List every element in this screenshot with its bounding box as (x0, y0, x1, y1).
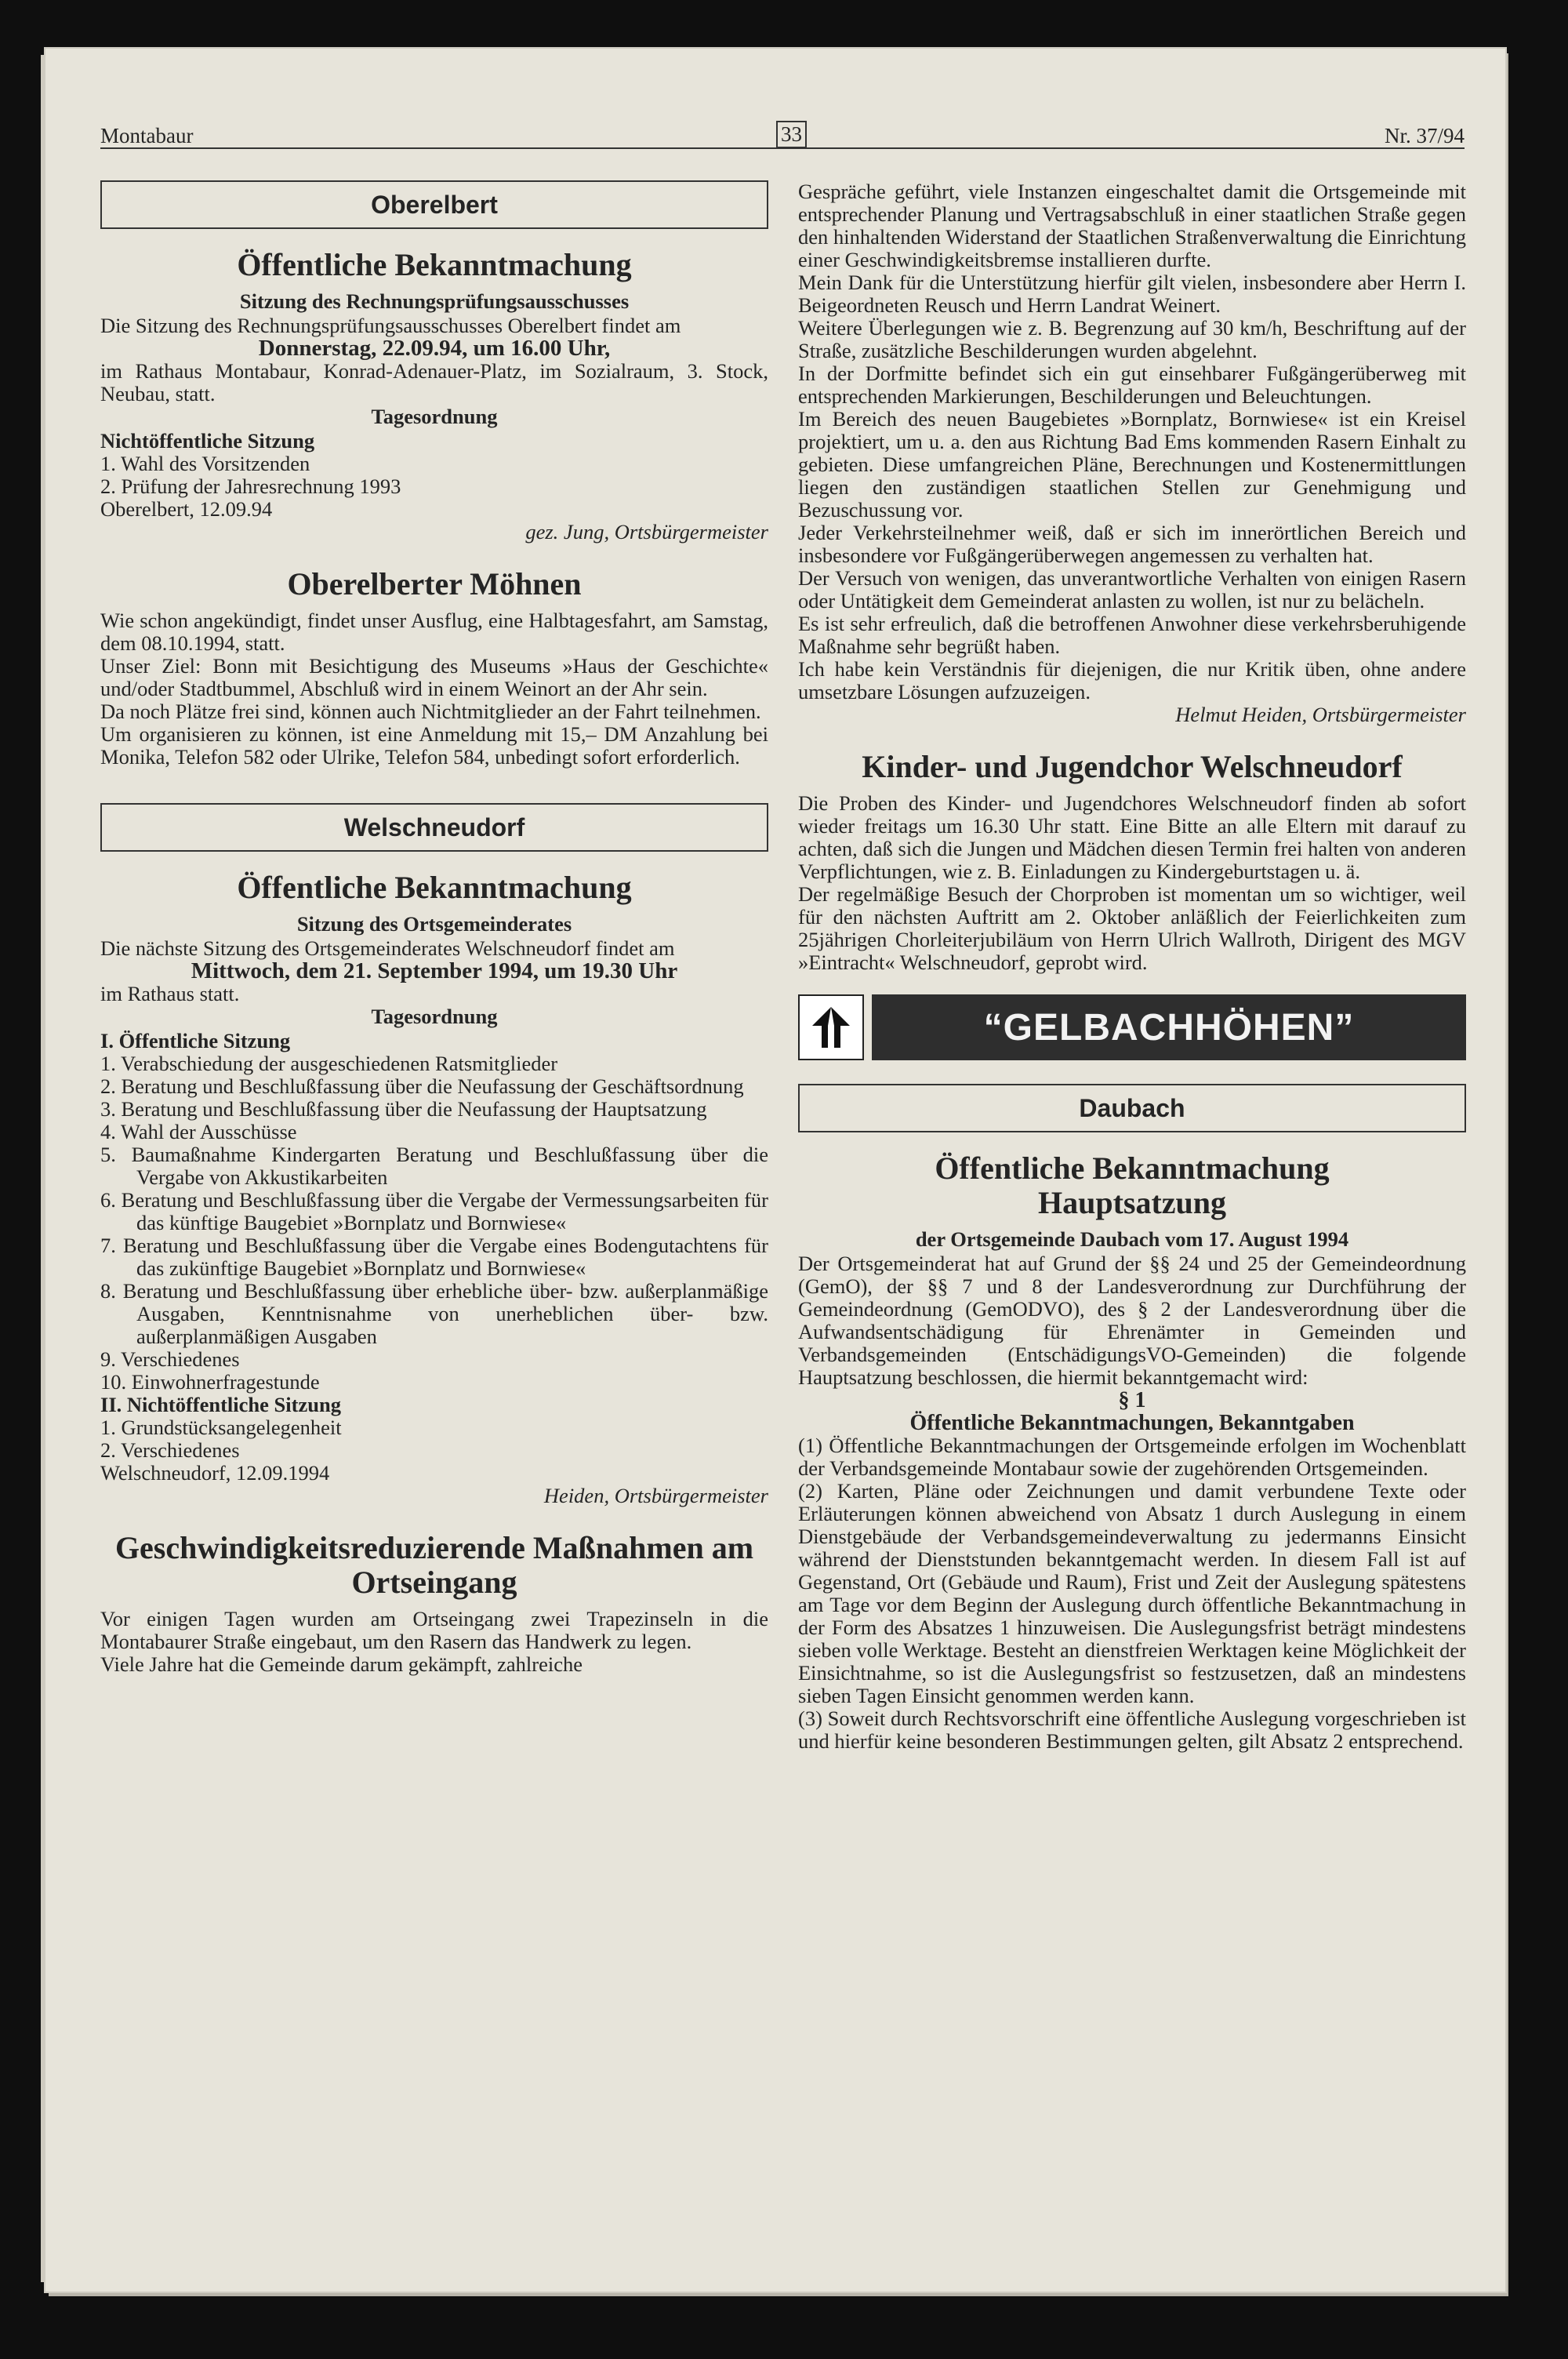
paragraph: In der Dorfmitte befindet sich ein gut einsehbarer Fußgängerüberweg mit entsprechenden Markierungen, Beschilderungen und Beleuchtungen. (798, 362, 1466, 408)
article-title: Kinder- und Jugendchor Welschneudorf (862, 749, 1403, 784)
agenda-item: 2. Verschiedenes (100, 1438, 240, 1462)
paragraph: Wie schon angekündigt, findet unser Ausflug, eine Halbtagesfahrt, am Samstag, dem 08.10.1994, statt. (100, 609, 768, 655)
closed-session-heading: II. Nichtöffentliche Sitzung (100, 1393, 341, 1416)
paragraph: Die Proben des Kinder- und Jugendchores Welschneudorf finden ab sofort wieder freitags um 16.30 Uhr statt. Eine Bitte an alle Eltern mit darauf zu achten, daß sich die Jungen und Mädchen diesen Termin frei halten von anderen Verpflichtungen, wie z. B. Einladungen zu Kindergeburtstagen u. ä. (798, 791, 1466, 883)
gelbachhoehen-banner (798, 994, 1466, 1060)
open-session-heading: I. Öffentliche Sitzung (100, 1029, 291, 1052)
paragraph: Der Versuch von wenigen, das unverantwortliche Verhalten von einigen Rasern oder Untätigkeit dem Gemeinderat anlasten zu wollen, ist nur zu belächeln. (798, 566, 1466, 612)
page-number: 33 (776, 121, 807, 148)
signature: Helmut Heiden, Ortsbürgermeister (1175, 703, 1466, 726)
paragraph: Da noch Plätze frei sind, können auch Nichtmitglieder an der Fahrt teilnehmen. (100, 700, 761, 723)
closed-session-heading: Nichtöffentliche Sitzung (100, 429, 315, 453)
paragraph: Vor einigen Tagen wurden am Ortseingang zwei Trapezinseln in die Montabaurer Straße eingebaut, um den Rasern das Handwerk zu legen. (100, 1607, 768, 1653)
notice-subtitle: Sitzung des Rechnungsprüfungsausschusses (239, 289, 630, 313)
agenda-item: 9. Verschiedenes (100, 1347, 240, 1371)
article-title: Geschwindigkeitsreduzierende Maßnahmen am Ortseingang (114, 1530, 754, 1600)
paragraph: Der Ortsgemeinderat hat auf Grund der §§ 24 und 25 der Gemeindeordnung (GemO), der §§ 7 und 8 der Landesverordnung zur Durchführung der Gemeindeordnung (GemODVO), des § 2 der Landesverordnung über die Aufwandsentschädigung für Ehrenämter in Gemeinden und Verbandsgemeinden (EntschädigungsVO-Gemeinden) die folgende Hauptsatzung beschlossen, die hiermit bekanntgemacht wird: (798, 1252, 1466, 1389)
agenda-item: 2. Prüfung der Jahresrechnung 1993 (100, 474, 401, 498)
agenda-list (100, 1052, 768, 1394)
paragraph: Es ist sehr erfreulich, daß die betroffenen Anwohner diese verkehrsberuhigende Maßnahme sehr begrüßt haben. (798, 612, 1466, 658)
agenda-item: 1. Wahl des Vorsitzenden (100, 452, 310, 475)
right-column (798, 180, 1466, 1753)
agenda-item: 6. Beratung und Beschlußfassung über die Vergabe der Vermessungsarbeiten für das künftige Baugebiet »Bornplatz und Bornwiese« (100, 1188, 768, 1234)
agenda-item: 8. Beratung und Beschlußfassung über erhebliche über- bzw. außerplanmäßige Ausgaben, Kenntnisnahme von unerheblichen über- bzw. außerplanmäßigen Ausgaben (100, 1279, 768, 1348)
paragraph: (2) Karten, Pläne oder Zeichnungen und damit verbundene Texte oder Erläuterungen können abweichend von Absatz 1 durch Auslegung in einem Dienstgebäude der Verbandsgemeindeverwaltung zu jedermanns Einsicht während der Dienststunden bekanntgemacht werden. In diesem Fall ist auf Gegenstand, Ort (Gebäude und Raum), Frist und Zeit der Auslegung spätestens am Tage vor dem Beginn der Auslegung durch öffentliche Bekanntmachung in der Form des Absatzes 1 hinzuweisen. Die Auslegungsfrist beträgt mindestens sieben volle Werktage. Besteht an dienstfreien Werktagen keine Möglichkeit der Einsichtnahme, so ist die Auslegungsfrist so festzusetzen, daß an mindestens sieben Tagen Einsicht genommen werden kann. (798, 1479, 1466, 1707)
issue-number: Nr. 37/94 (1384, 124, 1465, 147)
paragraph: Viele Jahre hat die Gemeinde darum gekämpft, zahlreiche (100, 1652, 583, 1676)
agenda-item: 5. Baumaßnahme Kindergarten Beratung und Beschlußfassung über die Vergabe von Akkustikarbeiten (100, 1143, 768, 1189)
meeting-date: Mittwoch, dem 21. September 1994, um 19.30 Uhr (191, 958, 678, 983)
dateline: Welschneudorf, 12.09.1994 (100, 1461, 330, 1485)
paragraph: (1) Öffentliche Bekanntmachungen der Ortsgemeinde erfolgen im Wochenblatt der Verbandsgemeinde Montabaur sowie der zugehörenden Ortsgemeinden. (798, 1434, 1466, 1480)
banner-title: “GELBACHHÖHEN” (872, 994, 1466, 1060)
paragraph: Um organisieren zu können, ist eine Anmeldung mit 15,– DM Anzahlung bei Monika, Telefon 582 oder Ulrike, Telefon 584, unbedingt sofort erforderlich. (100, 722, 768, 769)
notice-title: Öffentliche Bekanntmachung (237, 870, 632, 905)
agenda-item: 2. Beratung und Beschlußfassung über die Neufassung der Geschäftsordnung (100, 1074, 744, 1098)
agenda-item: 1. Verabschiedung der ausgeschiedenen Ratsmitglieder (100, 1052, 558, 1075)
header-town: Montabaur (100, 124, 194, 147)
paragraph-number: § 1 (1118, 1388, 1146, 1412)
signature: gez. Jung, Ortsbürgermeister (525, 520, 768, 543)
meeting-place: im Rathaus statt. (100, 982, 240, 1005)
notice-title-2: Hauptsatzung (1037, 1185, 1227, 1220)
paragraph: Im Bereich des neuen Baugebietes »Bornplatz, Bornwiese« ist ein Kreisel projektiert, um u. a. den aus Richtung Bad Ems kommenden Rasern Einhalt zu gebieten. Diese umfangreichen Pläne, Berechnungen und Kostenermittlungen liegen den zuständigen staatlichen Stellen zur Genehmigung und Bezuschussung vor. (798, 407, 1466, 522)
notice-title: Öffentliche Bekanntmachung (935, 1150, 1330, 1186)
paragraph: Jeder Verkehrsteilnehmer weiß, daß er sich im innerörtlichen Bereich und insbesondere vor Fußgängerüberwegen angemessen zu verhalten hat. (798, 521, 1466, 567)
newspaper-page (45, 49, 1505, 2292)
gelbach-logo-icon (798, 994, 864, 1060)
notice-subtitle: Sitzung des Ortsgemeinderates (296, 912, 572, 936)
agenda-item: 10. Einwohnerfragestunde (100, 1370, 320, 1394)
notice-subtitle: der Ortsgemeinde Daubach vom 17. August 1994 (915, 1227, 1349, 1251)
agenda-item: 4. Wahl der Ausschüsse (100, 1120, 297, 1143)
paragraph: Gespräche geführt, viele Instanzen eingeschaltet damit die Ortsgemeinde mit entsprechender Planung und Vertragsabschluß in einer staatlichen Straße gegen den hinhaltenden Widerstand der Staatlichen Straßenverwaltung die Einrichtung einer Geschwindigkeitsbremse installieren durfte. (798, 180, 1466, 271)
notice-title: Öffentliche Bekanntmachung (237, 247, 632, 282)
agenda-heading: Tagesordnung (371, 405, 498, 428)
paragraph: Der regelmäßige Besuch der Chorproben ist momentan um so wichtiger, weil für den nächsten Auftritt am 2. Oktober anläßlich der Feierlichkeiten zum 25jährigen Chorleiterjubiläum von Herrn Ulrich Wallroth, Dirigent des MGV »Eintracht« Welschneudorf, geprobt wird. (798, 882, 1466, 974)
section-box-welschneudorf: Welschneudorf (100, 803, 768, 852)
agenda-item: 1. Grundstücksangelegenheit (100, 1416, 342, 1439)
left-column (100, 180, 768, 1676)
paragraph: Ich habe kein Verständnis für diejenigen, die nur Kritik üben, ohne andere umsetzbare Lösungen aufzuzeigen. (798, 657, 1466, 703)
section-box-oberelbert: Oberelbert (100, 180, 768, 229)
article-title: Oberelberter Möhnen (287, 566, 582, 602)
meeting-date: Donnerstag, 22.09.94, um 16.00 Uhr, (258, 336, 611, 361)
agenda-heading: Tagesordnung (371, 1005, 498, 1028)
meeting-place: im Rathaus Montabaur, Konrad-Adenauer-Platz, im Sozialraum, 3. Stock, Neubau, statt. (100, 359, 768, 405)
agenda-list (100, 453, 768, 498)
paragraph: Weitere Überlegungen wie z. B. Begrenzung auf 30 km/h, Beschriftung auf der Straße, zusätzliche Beschilderungen wurden abgelehnt. (798, 316, 1466, 362)
agenda-item: 7. Beratung und Beschlußfassung über die Vergabe eines Bodengutachtens für das zukünftige Baugebiet »Bornplatz und Bornwiese« (100, 1234, 768, 1280)
agenda-list-closed (100, 1416, 768, 1462)
notice-intro: Die Sitzung des Rechnungsprüfungsausschusses Oberelbert findet am (100, 314, 681, 337)
paragraph: Unser Ziel: Bonn mit Besichtigung des Museums »Haus der Geschichte« und/oder Stadtbummel, Abschluß wird in einem Weinort an der Ahr sein. (100, 654, 768, 700)
paragraph: Mein Dank für die Unterstützung hierfür gilt vielen, insbesondere aber Herrn I. Beigeordneten Reusch und Herrn Landrat Weinert. (798, 271, 1466, 317)
page-header (100, 124, 1465, 149)
dateline: Oberelbert, 12.09.94 (100, 497, 273, 521)
agenda-item: 3. Beratung und Beschlußfassung über die Neufassung der Hauptsatzung (100, 1097, 707, 1121)
paragraph-title: Öffentliche Bekanntmachungen, Bekanntgaben (909, 1411, 1355, 1435)
signature: Heiden, Ortsbürgermeister (543, 1484, 768, 1507)
paragraph: (3) Soweit durch Rechtsvorschrift eine öffentliche Auslegung vorgeschrieben ist und hierfür keine besonderen Bestimmungen gelten, gilt Absatz 2 entsprechend. (798, 1707, 1466, 1753)
section-box-daubach: Daubach (798, 1084, 1466, 1132)
notice-intro: Die nächste Sitzung des Ortsgemeinderates Welschneudorf findet am (100, 936, 675, 960)
